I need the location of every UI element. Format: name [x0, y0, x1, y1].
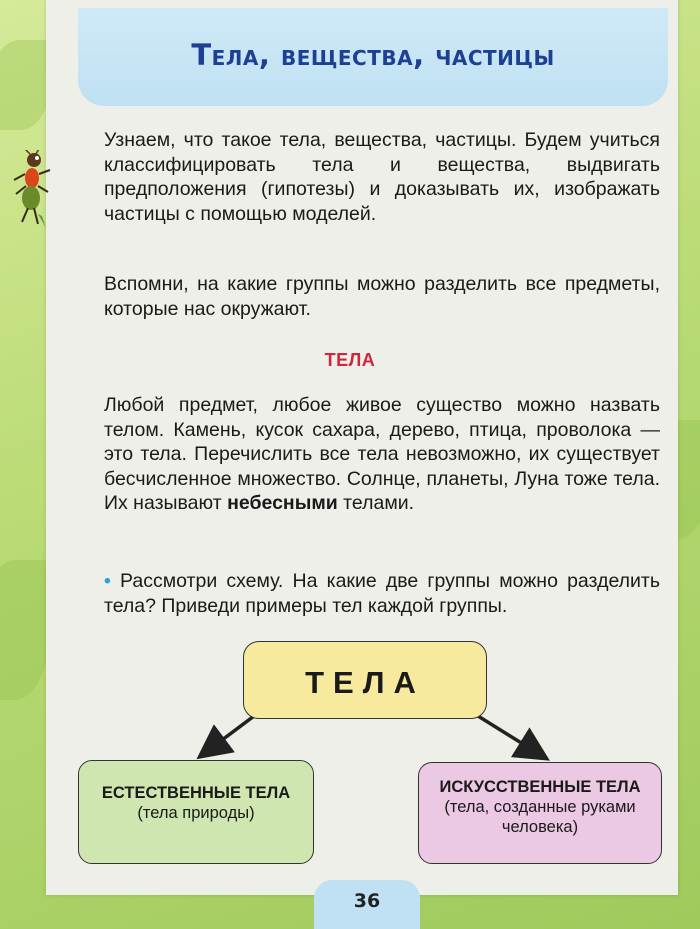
page-number-tab: [314, 880, 420, 929]
body-text-end: телами.: [337, 492, 415, 514]
background-leaf: [0, 40, 50, 130]
intro-paragraph-2: Вспомни, на какие группы можно разделить все предметы, которые нас окружают.: [104, 273, 660, 320]
section-heading: ТЕЛА: [324, 350, 376, 370]
artificial-title: ИСКУССТВЕННЫЕ ТЕЛА: [439, 778, 641, 796]
page-title: Тела, вещества, частицы: [191, 38, 555, 72]
intro-paragraph-1: Узнаем, что такое тела, вещества, частицы. Будем учиться классифицировать тела и вещества, выдвигать предположения (гипотезы) и доказывать их, изображать частицы с помощью моделей.: [104, 129, 660, 225]
task-paragraph: [104, 569, 660, 618]
title-banner: [78, 8, 668, 106]
body-paragraph: [104, 393, 660, 516]
bullet-icon: •: [104, 570, 111, 592]
root-label: ТЕЛА: [305, 665, 425, 700]
background-leaf: [0, 560, 50, 700]
natural-title: ЕСТЕСТВЕННЫЕ ТЕЛА: [101, 784, 291, 802]
body-text: Любой предмет, любое живое существо можно назвать телом. Камень, кусок сахара, дерево, птица, проволока — это тела. Перечислить все тела невозможно, их существует бесчисленное множество. Солнце, планеты, Луна тоже тела. Их называют: [104, 394, 660, 514]
diagram-artificial-node: [418, 762, 662, 864]
natural-subtitle: (тела природы): [137, 804, 255, 822]
diagram-natural-node: [78, 760, 314, 864]
body-bold-term: небесными: [227, 492, 338, 514]
page-number: 36: [353, 890, 381, 912]
task-text: Рассмотри схему. На какие две группы можно разделить тела? Приведи примеры тел каждой группы.: [104, 570, 661, 617]
ant-mascot-icon: [12, 150, 52, 230]
artificial-subtitle: (тела, созданные руками человека): [444, 798, 636, 836]
diagram-root-node: [243, 641, 487, 719]
